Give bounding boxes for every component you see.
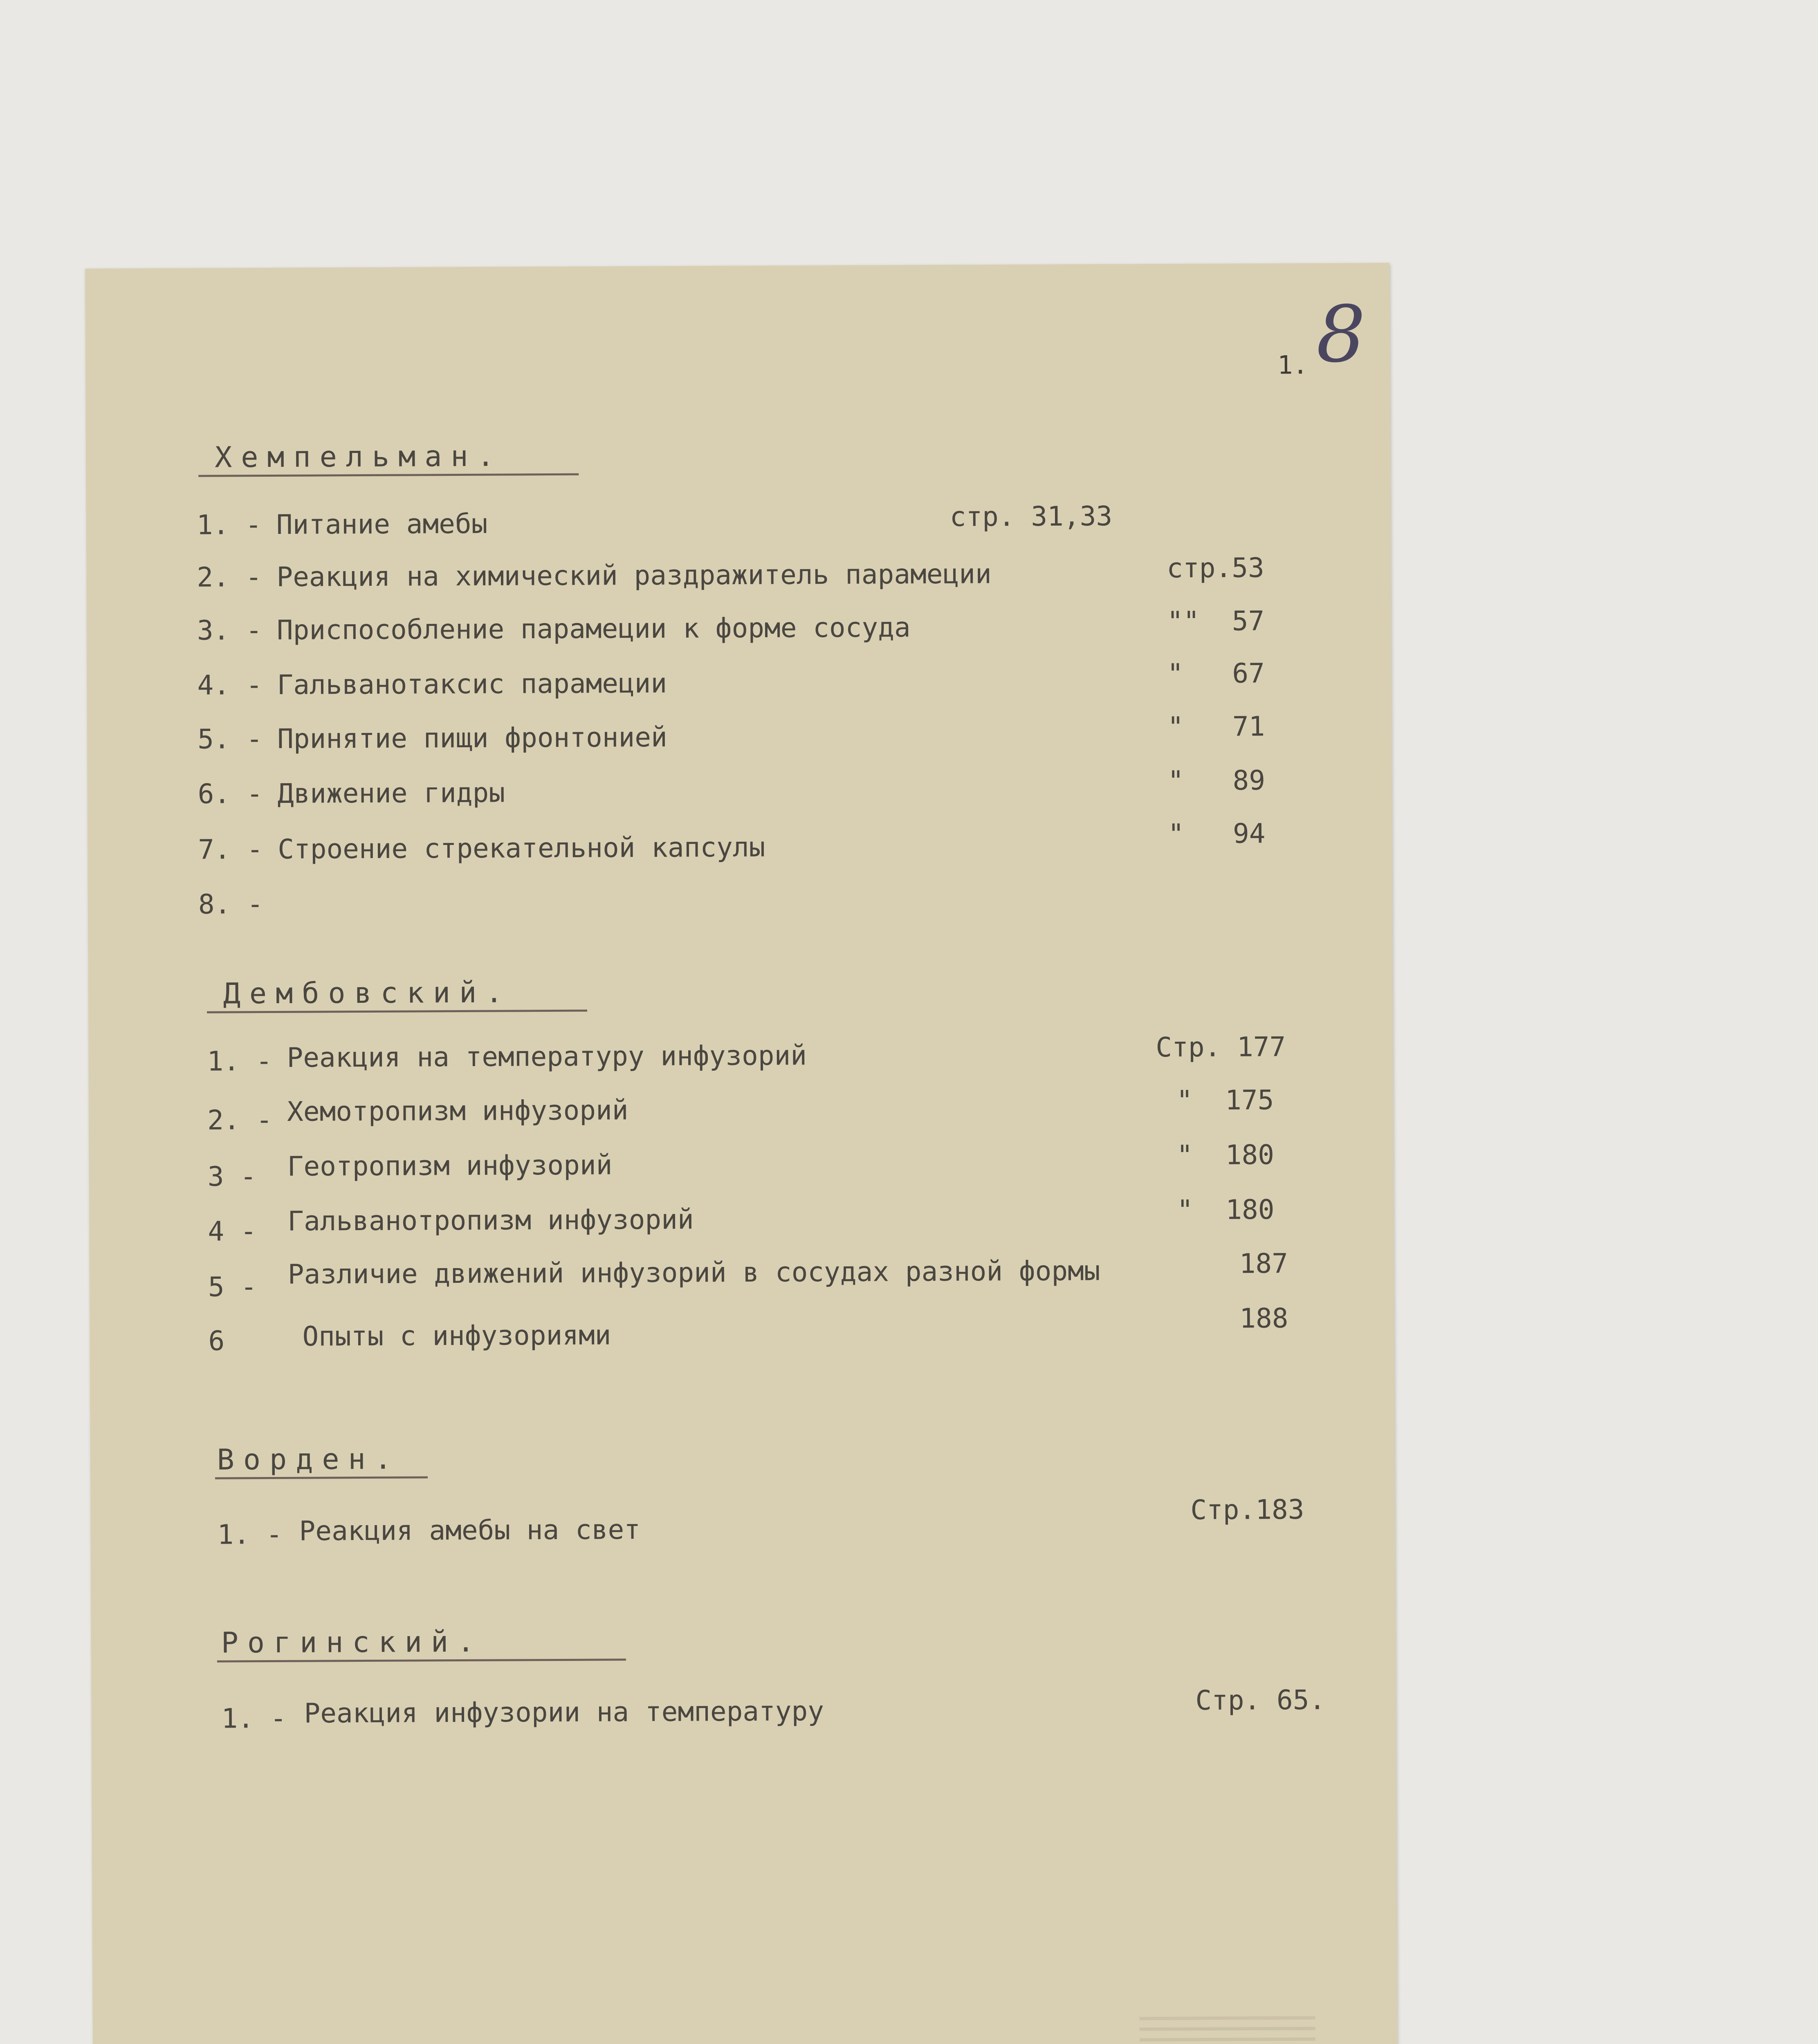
page-number: 1. <box>1277 350 1308 380</box>
list-item-number: 2. - <box>197 561 262 593</box>
heading-underline <box>215 1476 428 1479</box>
list-item-title: Движение гидры <box>277 777 505 809</box>
list-item-number: 4. - <box>197 669 263 701</box>
list-item-page-ref: " 175 <box>1176 1084 1274 1116</box>
list-item-number: 7. - <box>198 834 263 865</box>
list-item-number: 5. - <box>197 723 263 755</box>
list-item-page-ref: 188 <box>1239 1302 1288 1334</box>
list-item-page-ref: " 67 <box>1167 657 1265 690</box>
document-sheet <box>85 263 1398 2044</box>
list-item-title: Питание амебы <box>276 508 488 540</box>
list-item-page-ref: " 180 <box>1176 1139 1275 1171</box>
list-item-page-ref: Стр. 65. <box>1195 1684 1326 1717</box>
list-item-number: 1. - <box>196 509 262 541</box>
list-item-page-ref: стр.53 <box>1167 552 1264 584</box>
list-item-page-ref: " 89 <box>1167 764 1266 797</box>
list-item-number: 1. - <box>207 1045 272 1077</box>
handwritten-folio-number: 8 <box>1316 289 1366 380</box>
list-item-number: 1. - <box>221 1702 287 1735</box>
list-item-page-ref: " 94 <box>1167 818 1266 850</box>
list-item-number: 1. - <box>217 1518 283 1551</box>
list-item-number: 6 <box>208 1325 225 1357</box>
list-item-title: Опыты с инфузориями <box>302 1319 611 1352</box>
list-item-title: Геотропизм инфузорий <box>287 1149 613 1182</box>
list-item-title: Строение стрекательной капсулы <box>278 831 765 865</box>
list-item-title: Реакция на температуру инфузорий <box>287 1040 807 1074</box>
faded-archive-stamp <box>1140 2009 1316 2044</box>
list-item-title: Реакция на химический раздражитель парамеции <box>276 558 992 593</box>
list-item-title: Гальванотаксис парамеции <box>277 667 667 701</box>
list-item-page-ref: "" 57 <box>1167 605 1265 637</box>
list-item-page-ref: стр. 31,33 <box>949 500 1113 533</box>
list-item-number: 8. - <box>198 888 263 920</box>
list-item-number: 6. - <box>198 778 263 810</box>
section-heading-vorden: Ворден. <box>217 1442 401 1477</box>
list-item-page-ref: Стр.183 <box>1190 1494 1304 1526</box>
list-item-title: Гальванотропизм инфузорий <box>287 1204 694 1237</box>
list-item-title: Принятие пищи фронтонией <box>277 721 667 755</box>
section-heading-hempelman: Хемпельман. <box>214 439 503 474</box>
section-heading-dembovsky: Дембовский. <box>223 975 512 1011</box>
list-item-title: Различие движений инфузорий в сосудах разной формы <box>287 1255 1100 1290</box>
list-item-number: 2. - <box>207 1104 273 1136</box>
list-item-title: Приспособление парамеции к форме сосуда <box>276 612 911 646</box>
list-item-page-ref: " 180 <box>1176 1194 1275 1226</box>
section-heading-roginsky: Рогинский. <box>221 1625 484 1660</box>
list-item-page-ref: 187 <box>1239 1248 1288 1280</box>
list-item-number: 3. - <box>197 614 263 646</box>
list-item-number: 4 - <box>208 1215 257 1247</box>
list-item-page-ref: Стр. 177 <box>1156 1031 1286 1063</box>
list-item-page-ref: " 71 <box>1167 710 1265 743</box>
list-item-title: Реакция амебы на свет <box>299 1514 641 1547</box>
list-item-title: Реакция инфузории на температуру <box>304 1695 824 1729</box>
list-item-title: Хемотропизм инфузорий <box>287 1094 628 1127</box>
list-item-number: 3 - <box>207 1161 257 1192</box>
list-item-number: 5 - <box>208 1271 257 1303</box>
